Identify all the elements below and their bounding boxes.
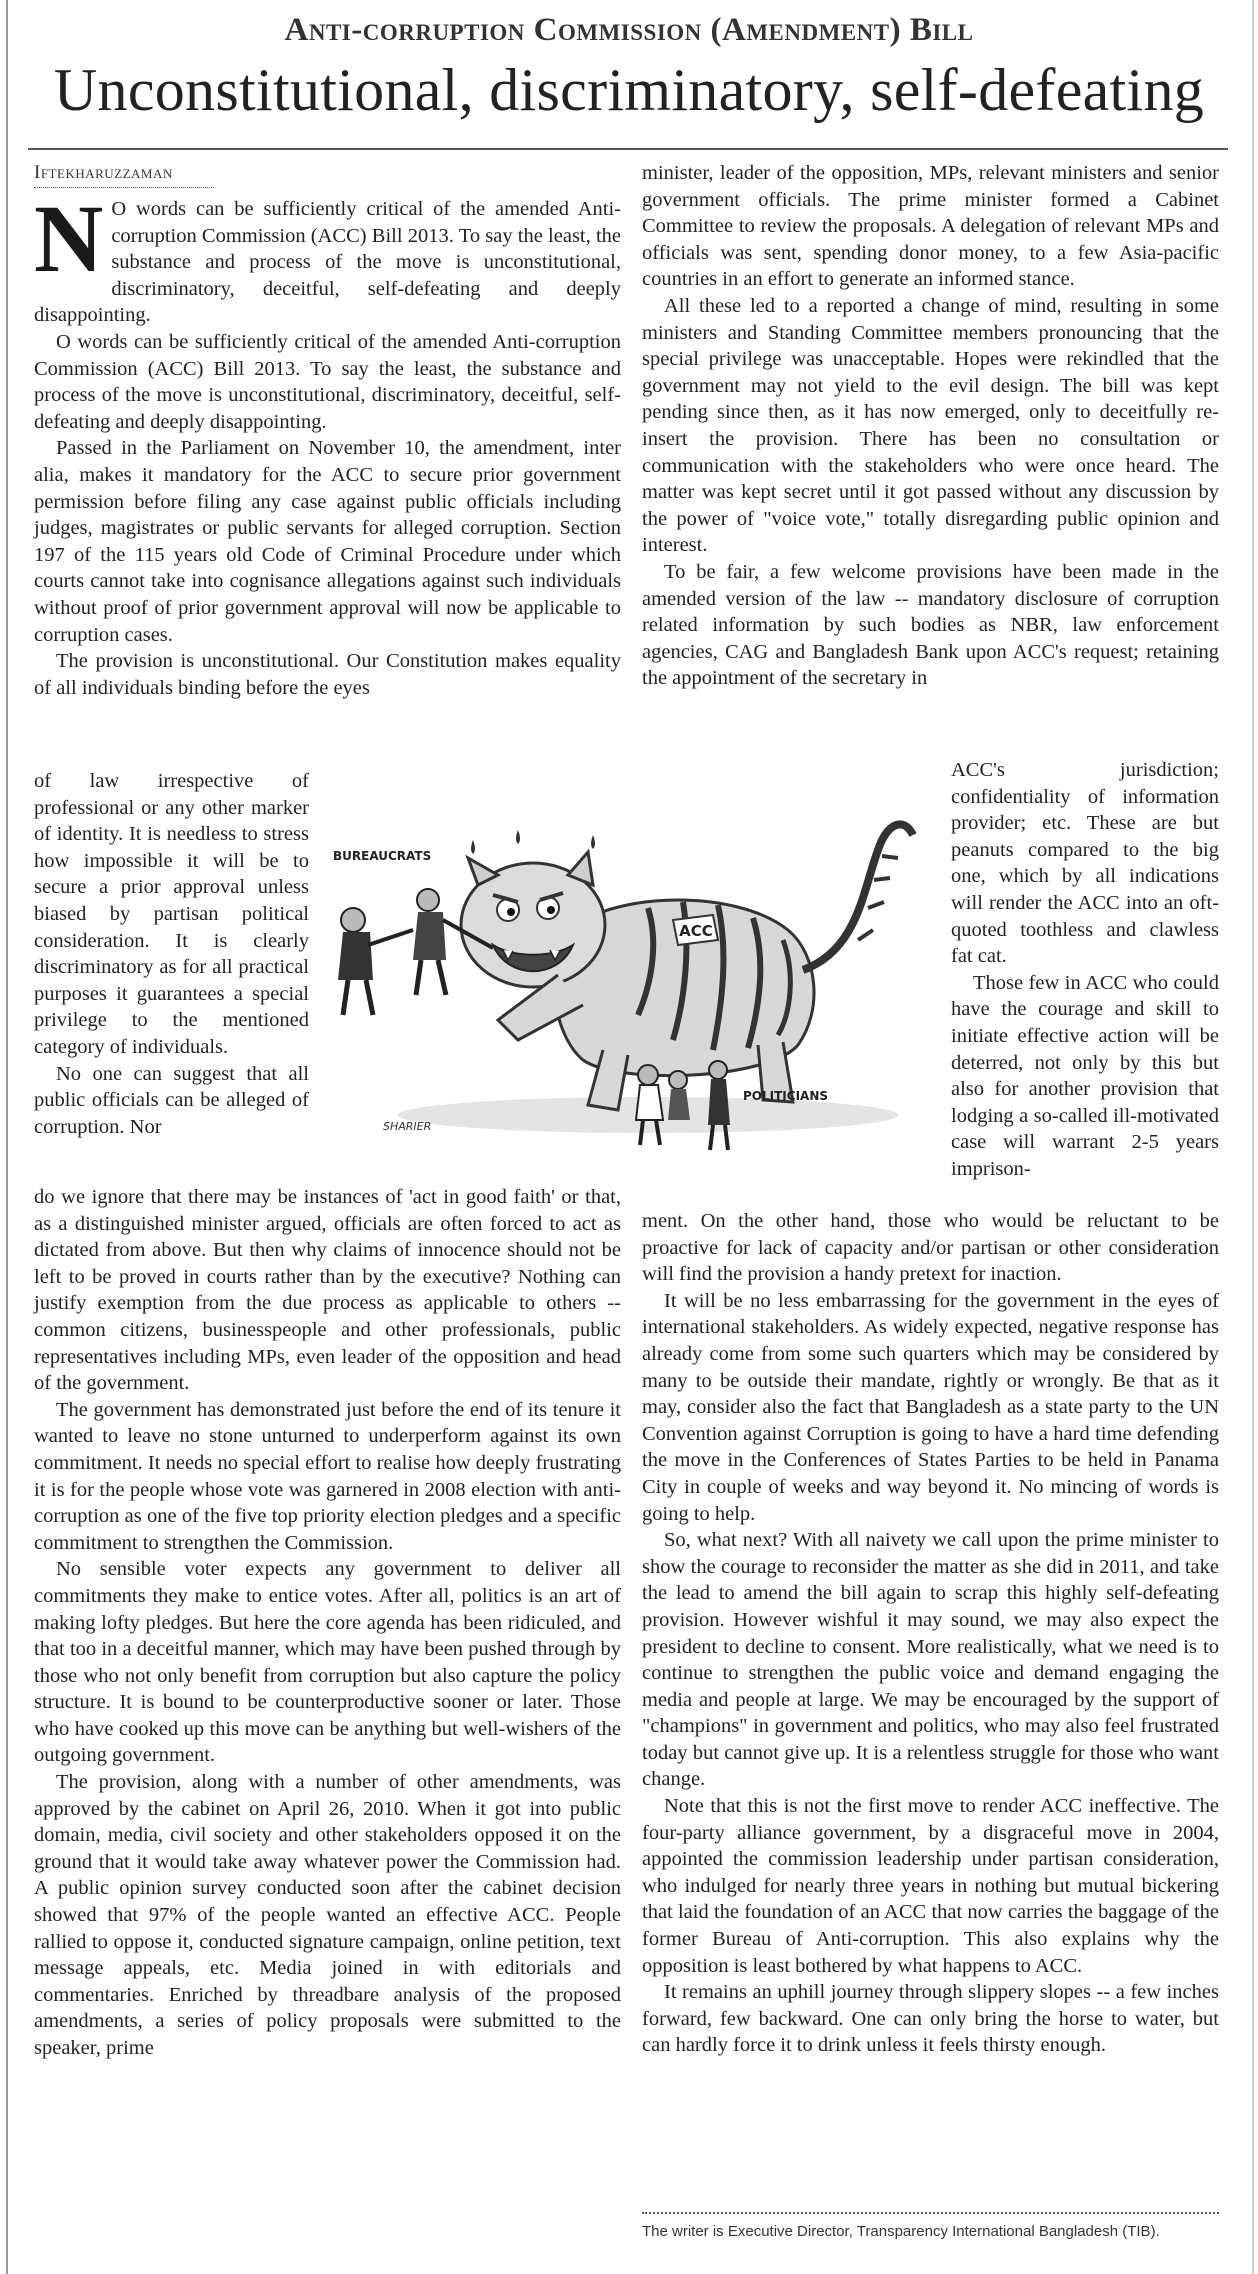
column-2-top (642, 160, 1219, 692)
article-headline: Unconstitutional, discriminatory, self-defeating (53, 57, 1205, 123)
paragraph: The government has demonstrated just before the end of its tenure it wanted to leave no stone unturned to underperform against its own commitment. It needs no special effort to realise how deeply frustrating it is for the people whose vote was garnered in 2008 election with anti-corruption as one of the five top priority election pledges and a specific commitment to strengthen the Commission. (34, 1398, 621, 1554)
paragraph: O words can be sufficiently critical of the amended Anti-corruption Commission (ACC) Bill 2013. To say the least, the substance and process of the move is unconstitutional, discriminatory, deceitful, self-defeating and deeply disappointing. (34, 330, 621, 433)
paragraph: All these led to a reported a change of mind, resulting in some ministers and Standing Committee members pronouncing that the special privilege was unacceptable. Hopes were rekindled that the government may not yield to the evil design. The bill was kept pending since then, as it has now emerged, only to deceitfully re-insert the provision. There has been no consultation or communication with the stakeholders who were once heard. The matter was kept secret until it got passed without any discussion by the power of "voice vote," totally disregarding public opinion and interest. (642, 294, 1219, 557)
paragraph: Passed in the Parliament on November 10, the amendment, inter alia, makes it mandatory for the ACC to secure prior government permission before filing any case against public officials including judges, magistrates or public servants for alleged corruption. Section 197 of the 115 years old Code of Criminal Procedure under which courts cannot take into cognisance allegations against such individuals without proof of prior government approval will now be applicable to corruption cases. (34, 437, 621, 646)
article-byline: Iftekharuzzaman (34, 162, 173, 183)
paragraph: So, what next? With all naivety we call upon the prime minister to show the courage to reconsider the matter as she did in 2011, and take the lead to amend the bill again to scrap this highly self-defeating provision. However wishful it may sound, we may also expect the president to decline to consent. More realistically, what we need is to continue to strengthen the public voice and demand engaging the media and people at large. We may be encouraged by the support of "champions" in government and politics, who may also feel frustrated today but cannot give up. It is a relentless struggle for those who want change. (642, 1529, 1219, 1791)
lead-paragraph (34, 185, 621, 329)
paragraph: The provision is unconstitutional. Our Constitution makes equality of all individuals binding before the eyes (34, 650, 621, 699)
paragraph: of law irrespective of professional or any other marker of identity. It is needless to stress how impossible it will be to secure a prior approval unless biased by partisan political consideration. It is clearly discriminatory as for all practical purposes it guarantees a special privilege to the mentioned category of individuals. (34, 770, 309, 1058)
footnote-divider (642, 2212, 1219, 2214)
paragraph: Those few in ACC who could have the courage and skill to initiate effective action will be deterred, not only by this but also for another provision that lodging a so-called ill-motivated case will warrant 2-5 years imprison- (951, 971, 1219, 1180)
page-edge-right (1252, 0, 1254, 2274)
headline-rule (28, 148, 1228, 150)
paragraph: ACC's jurisdiction; confidentiality of information provider; etc. These are but peanuts compared to the big one, which by all indications will render the ACC into an oft-quoted toothless and clawless fat cat. (951, 759, 1219, 968)
article-kicker: Anti-corruption Commission (Amendment) Bill (284, 12, 974, 48)
page-edge-left (6, 0, 8, 2274)
paragraph: To be fair, a few welcome provisions have been made in the amended version of the law -- mandatory disclosure of corruption related information by such bodies as NBR, law enforcement agencies, CAG and Bangladesh Bank upon ACC's request; retaining the appointment of the secretary in (642, 560, 1219, 690)
lead-paragraph-text: O words can be sufficiently critical of the amended Anti-corruption Commission (ACC) Bill 2013. To say the least, the substance and process of the move is unconstitutional, discriminatory, deceitful, self-defeating and deeply disappointing. (34, 198, 621, 327)
paragraph: minister, leader of the opposition, MPs, relevant ministers and senior government officials. The prime minister formed a Cabinet Committee to review the proposals. A delegation of relevant MPs and officials was sent, spending donor money, to a few Asia-pacific countries in an effort to generate an informed stance. (642, 162, 1219, 291)
cartoon-label-acc: ACC (679, 922, 713, 940)
column-2-narrow (951, 757, 1219, 1183)
paragraph: It will be no less embarrassing for the government in the eyes of international stakeholders. As widely expected, negative response has already come from some such quarters which may be considered by many to be outside their mandate, rightly or wrongly. Be that as it may, consider also the fact that Bangladesh as a state party to the UN Convention against Corruption is going to have a hard time defending the move in the Conferences of States Parties to be held in Panama City in couple of weeks and way beyond it. No mincing of words is going to help. (642, 1289, 1219, 1525)
cartoon-label-bureaucrats: BUREAUCRATS (333, 849, 432, 863)
cartoon-label-politicians: POLITICIANS (743, 1089, 829, 1103)
column-2-bottom (642, 1208, 1219, 2059)
column-1-bottom (34, 1184, 621, 2062)
author-footnote: The writer is Executive Director, Transparency International Bangladesh (TIB). (642, 2223, 1160, 2240)
paragraph: do we ignore that there may be instances of 'act in good faith' or that, as a distinguished minister argued, officials are often forced to act as dictated from above. But then why claims of innocence should not be left to be proved in courts rather than by the executive? Nothing can justify exemption from the due process as applicable to others -- common citizens, businesspeople and other professionals, public representatives including MPs, even leader of the opposition and head of the government. (34, 1186, 621, 1395)
cartoonist-signature: SHARIER (383, 1120, 432, 1133)
paragraph: ment. On the other hand, those who would be reluctant to be proactive for lack of capacity and/or partisan or other consideration will find the provision a handy pretext for inaction. (642, 1210, 1219, 1286)
paragraph: No sensible voter expects any government to deliver all commitments they make to entice votes. After all, politics is an art of making lofty pledges. But here the core agenda has been ridiculed, and that too in a deceitful manner, which may have been pushed through by those who not only benefit from corruption but also capture the policy structure. It is bound to be counterproductive sooner or later. Those who have cooked up this move can be anything but well-wishers of the outgoing government. (34, 1558, 621, 1767)
column-1-narrow (34, 768, 309, 1140)
drop-cap: N (34, 185, 104, 292)
paragraph: It remains an uphill journey through slippery slopes -- a few inches forward, few backward. One can only bring the horse to water, but can hardly force it to drink unless it feels thirsty enough. (642, 1981, 1219, 2057)
paragraph: The provision, along with a number of other amendments, was approved by the cabinet on April 26, 2010. When it got into public domain, media, civil society and other stakeholders opposed it on the ground that it would take away whatever power the Commission had. A public opinion survey conducted soon after the cabinet decision showed that 97% of the people wanted an effective ACC. People rallied to oppose it, conducted signature campaign, online petition, text message appeals, etc. Media joined in with editorials and commentaries. Enriched by threadbare analysis of the proposed amendments, a series of policy proposals were submitted to the speaker, prime (34, 1771, 621, 2059)
column-1-top (34, 185, 621, 701)
paragraph: Note that this is not the first move to render ACC ineffective. The four-party alliance government, by a disgraceful move in 2004, appointed the commission leadership under partisan consideration, who indulged for nearly three years in nothing but mutual bickering that laid the foundation of an ACC that now carries the baggage of the former Bureau of Anti-corruption. This also explains why the opposition is least bothered by what happens to ACC. (642, 1795, 1219, 1977)
paragraph: No one can suggest that all public officials can be alleged of corruption. Nor (34, 1062, 309, 1138)
editorial-cartoon (318, 780, 944, 1170)
